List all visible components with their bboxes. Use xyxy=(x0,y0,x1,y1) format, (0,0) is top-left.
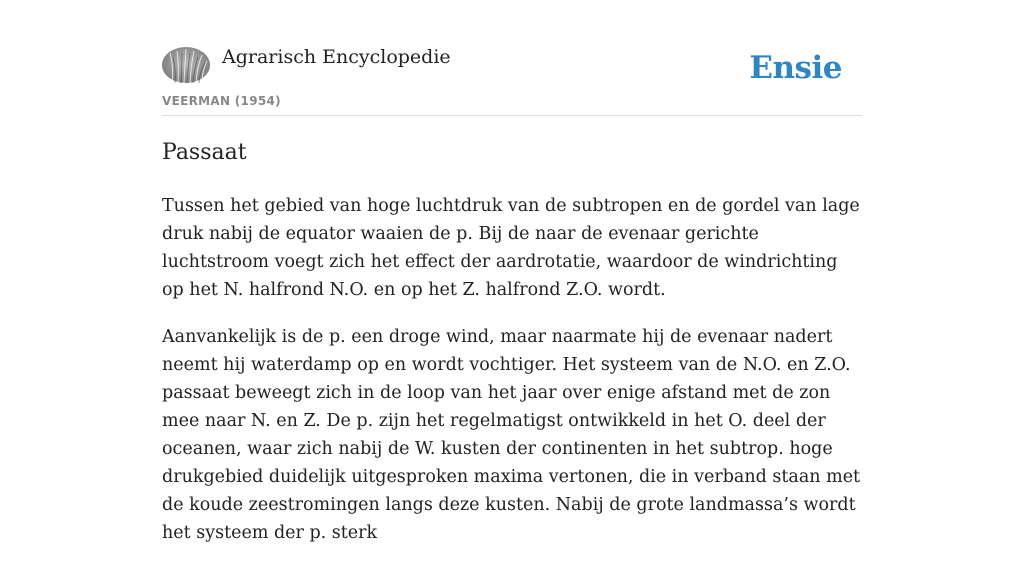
brand-logo-link[interactable]: Ensie xyxy=(749,50,842,86)
article-paragraph: Tussen het gebied van hoge luchtdruk van de subtropen en de gordel van lage druk nabij de equator waaien de p. Bij de naar de evenaar gerichte luchtstroom voegt zich het effect der aardrotatie, waardoor de windrichting op het N. halfrond N.O. en op het Z. halfrond Z.O. wordt. xyxy=(162,196,860,300)
article-title: Passaat xyxy=(162,140,247,165)
article-body xyxy=(162,192,862,566)
publication-header xyxy=(162,0,862,116)
wheat-ears-icon[interactable] xyxy=(162,47,210,83)
content-container xyxy=(162,0,862,543)
publication-meta: VEERMAN (1954) xyxy=(162,94,281,108)
publication-title[interactable]: Agrarisch Encyclopedie xyxy=(222,46,451,68)
article-paragraph: Aanvankelijk is de p. een droge wind, maar naarmate hij de evenaar nadert neemt hij waterdamp op en wordt vochtiger. Het systeem van de N.O. en Z.O. passaat beweegt zich in de loop van het jaar over enige afstand met de zon mee naar N. en Z. De p. zijn het regelmatigst ontwikkeld in het O. deel der oceanen, waar zich nabij de W. kusten der continenten in het subtrop. hoge drukgebied duidelijk uitgesproken maxima vertonen, die in verband staan met de koude zeestromingen langs deze kusten. Nabij de grote landmassa’s wordt het systeem der p. sterk xyxy=(162,327,861,543)
